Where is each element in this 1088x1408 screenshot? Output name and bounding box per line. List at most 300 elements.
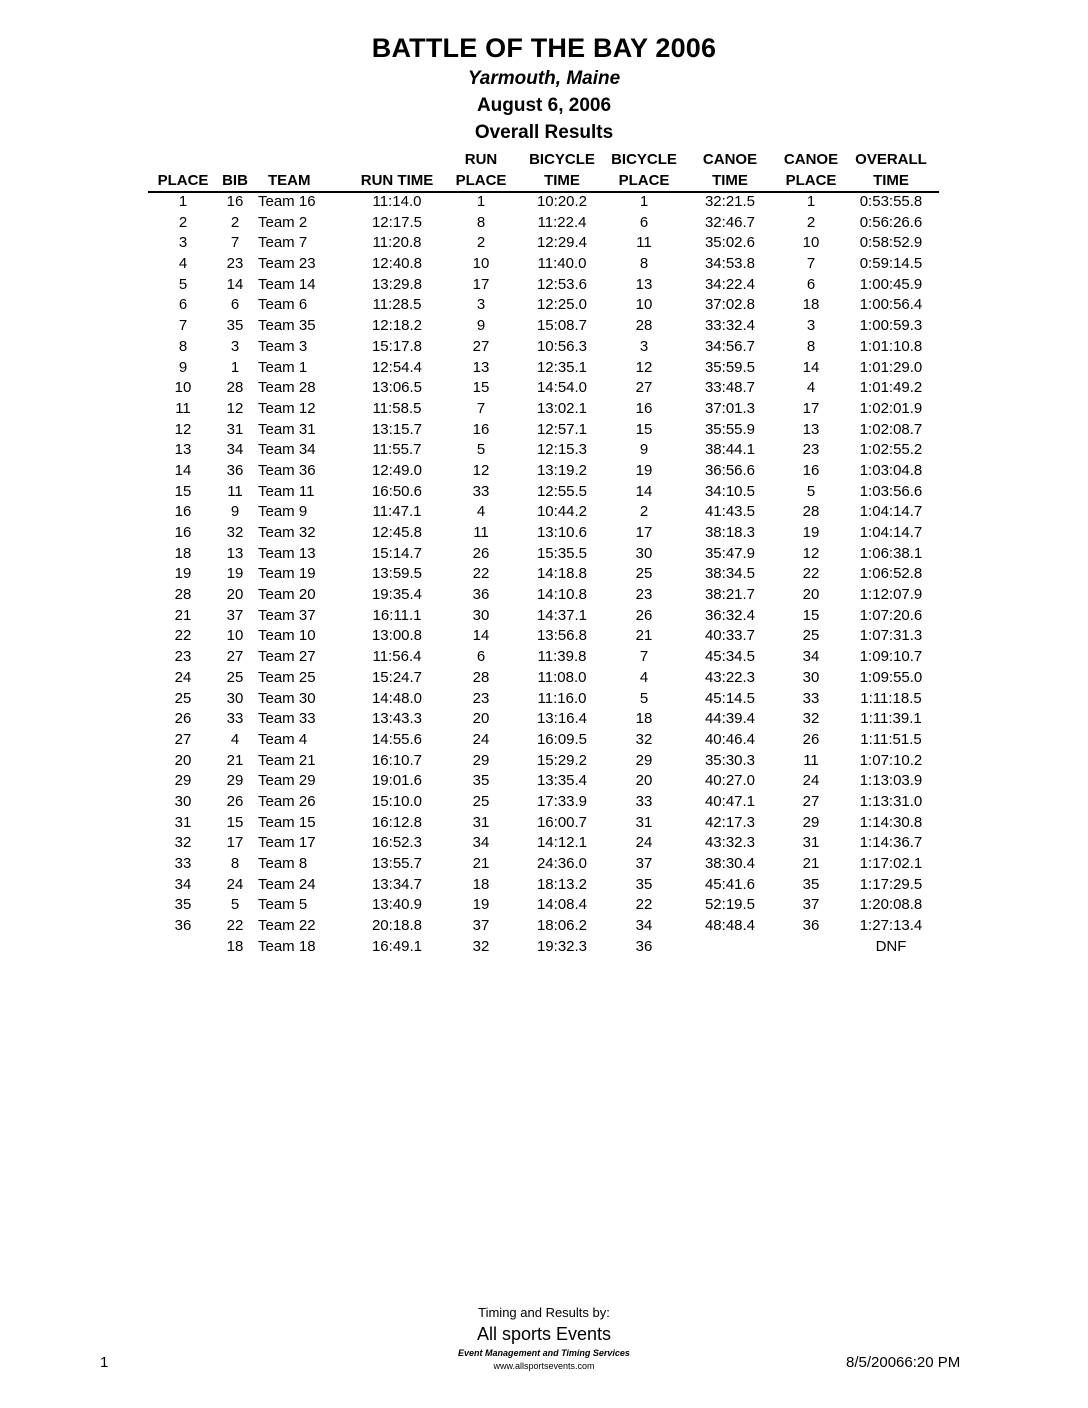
cell-bicycle-time: 11:39.8 [537, 648, 587, 666]
table-row [0, 585, 1088, 606]
column-header-overall-time [848, 149, 934, 191]
cell-overall-time: DNF [875, 937, 907, 955]
cell-run-place: 37 [472, 917, 490, 935]
cell-bicycle-time: 15:08.7 [536, 317, 588, 335]
cell-canoe-place: 17 [802, 399, 820, 417]
cell-canoe-place: 31 [802, 834, 820, 852]
cell-run-place: 27 [472, 337, 490, 355]
company-services: Event Management and Timing Services [458, 1348, 630, 1358]
cell-canoe-time: 38:21.7 [704, 586, 756, 604]
cell-canoe-time: 38:44.1 [704, 441, 756, 459]
cell-run-time: 16:52.3 [371, 834, 423, 852]
cell-canoe-place: 1 [806, 193, 816, 210]
cell-canoe-place: 16 [802, 461, 820, 479]
table-row [0, 295, 1088, 316]
cell-place: 29 [174, 772, 192, 790]
cell-canoe-place: 19 [802, 524, 820, 541]
column-header-line1 [268, 149, 358, 170]
cell-overall-time: 1:02:08.7 [859, 420, 923, 438]
cell-run-place: 5 [476, 441, 486, 459]
cell-team: Team 6 [258, 296, 308, 314]
cell-canoe-place: 32 [802, 710, 820, 728]
cell-team: Team 23 [258, 255, 316, 273]
cell-team: Team 7 [258, 234, 308, 252]
cell-canoe-place: 33 [802, 689, 820, 707]
cell-canoe-time: 45:14.5 [704, 689, 756, 707]
cell-canoe-time: 37:01.3 [704, 399, 756, 417]
cell-place: 24 [174, 668, 192, 686]
cell-bicycle-place: 2 [639, 503, 649, 521]
cell-run-place: 13 [472, 358, 490, 376]
cell-canoe-place: 23 [802, 441, 820, 459]
cell-bicycle-time: 12:25.0 [536, 296, 588, 314]
table-row [0, 709, 1088, 730]
cell-canoe-time: 40:33.7 [704, 627, 756, 645]
cell-overall-time: 1:09:55.0 [859, 668, 923, 686]
cell-run-place: 7 [476, 399, 486, 417]
cell-bib: 21 [226, 751, 244, 769]
cell-team: Team 15 [258, 813, 316, 831]
cell-place: 8 [178, 337, 188, 355]
cell-overall-time: 1:11:39.1 [860, 710, 922, 728]
cell-run-time: 11:14.0 [372, 193, 422, 210]
cell-team: Team 25 [258, 668, 316, 686]
cell-team: Team 29 [258, 772, 316, 790]
cell-run-time: 12:49.0 [371, 461, 423, 479]
event-location: Yarmouth, Maine [467, 68, 621, 89]
cell-canoe-time: 42:17.3 [704, 813, 756, 831]
cell-run-place: 28 [472, 668, 490, 686]
cell-bib: 32 [226, 524, 244, 541]
cell-canoe-time: 45:41.6 [704, 875, 756, 893]
cell-canoe-place: 37 [802, 896, 820, 914]
cell-overall-time: 1:00:56.4 [859, 296, 923, 314]
cell-canoe-place: 5 [806, 482, 816, 500]
cell-overall-time: 1:09:10.7 [859, 648, 923, 666]
cell-canoe-time: 34:22.4 [704, 275, 756, 293]
cell-canoe-time: 40:46.4 [704, 730, 756, 748]
cell-place: 2 [178, 213, 188, 231]
cell-team: Team 36 [258, 461, 316, 479]
cell-canoe-place: 2 [806, 213, 816, 231]
cell-overall-time: 1:20:08.8 [859, 896, 923, 914]
cell-bib: 23 [226, 255, 244, 273]
cell-run-time: 19:01.6 [371, 772, 423, 790]
cell-canoe-time: 43:22.3 [704, 668, 756, 686]
cell-place: 1 [178, 193, 188, 210]
cell-bicycle-place: 10 [635, 296, 653, 314]
cell-place: 26 [174, 710, 192, 728]
cell-team: Team 11 [258, 482, 315, 500]
cell-run-time: 13:29.8 [371, 275, 423, 293]
cell-team: Team 2 [258, 213, 308, 231]
table-row [0, 916, 1088, 937]
cell-overall-time: 1:00:59.3 [859, 317, 923, 335]
cell-bicycle-time: 14:37.1 [536, 606, 588, 624]
cell-canoe-place: 13 [802, 420, 820, 438]
cell-overall-time: 1:17:29.5 [859, 875, 923, 893]
cell-run-place: 1 [476, 193, 486, 210]
cell-bib: 12 [226, 399, 244, 417]
cell-canoe-place: 36 [802, 917, 820, 935]
cell-bib: 7 [230, 234, 240, 252]
cell-bib: 11 [227, 482, 243, 500]
column-header-line2: TIME [873, 172, 909, 189]
cell-bib: 9 [230, 503, 240, 521]
cell-bicycle-place: 19 [635, 461, 653, 479]
cell-run-place: 24 [472, 730, 490, 748]
cell-place: 36 [174, 917, 192, 935]
cell-run-time: 13:34.7 [371, 875, 423, 893]
cell-canoe-place: 21 [802, 855, 820, 872]
cell-bib: 3 [230, 337, 240, 355]
cell-overall-time: 1:14:36.7 [859, 834, 923, 852]
cell-bib: 37 [226, 606, 244, 624]
cell-canoe-time: 35:02.6 [704, 234, 756, 252]
cell-canoe-time: 34:56.7 [704, 337, 756, 355]
cell-bicycle-time: 10:56.3 [536, 337, 588, 355]
cell-run-time: 12:54.4 [371, 358, 423, 376]
table-row [0, 564, 1088, 585]
column-header-line1 [352, 149, 442, 170]
cell-canoe-place: 4 [806, 379, 816, 397]
cell-bicycle-place: 5 [639, 689, 649, 707]
cell-bicycle-time: 19:32.3 [536, 937, 588, 955]
table-row [0, 213, 1088, 234]
cell-bicycle-place: 20 [635, 772, 653, 790]
cell-overall-time: 1:12:07.9 [859, 586, 923, 604]
column-header-bicycle-time [520, 149, 604, 191]
cell-canoe-time: 45:34.5 [704, 648, 756, 666]
column-header-line2: TEAM [268, 172, 311, 189]
cell-team: Team 10 [258, 627, 316, 645]
cell-team: Team 28 [258, 379, 316, 397]
table-row [0, 875, 1088, 896]
cell-place: 19 [174, 565, 192, 583]
cell-place: 13 [174, 441, 192, 459]
table-row [0, 378, 1088, 399]
cell-bib: 14 [226, 275, 244, 293]
cell-bicycle-time: 14:10.8 [536, 586, 588, 604]
cell-place: 23 [174, 648, 192, 666]
cell-team: Team 18 [258, 937, 316, 955]
cell-bicycle-place: 29 [635, 751, 653, 769]
timing-label: Timing and Results by: [478, 1305, 610, 1320]
cell-overall-time: 0:58:52.9 [859, 234, 923, 252]
cell-run-place: 19 [472, 896, 490, 914]
cell-place: 6 [178, 296, 188, 314]
cell-bicycle-place: 28 [635, 317, 653, 335]
cell-canoe-place: 20 [802, 586, 820, 604]
cell-bicycle-time: 15:29.2 [536, 751, 588, 769]
cell-run-time: 11:55.7 [372, 441, 422, 459]
cell-place: 12 [174, 420, 192, 438]
table-row [0, 730, 1088, 751]
cell-canoe-place: 3 [806, 317, 816, 335]
cell-run-place: 35 [472, 772, 490, 790]
cell-run-time: 13:06.5 [371, 379, 423, 397]
cell-bicycle-place: 7 [639, 648, 649, 666]
cell-bicycle-place: 16 [635, 399, 653, 417]
cell-bib: 10 [226, 627, 244, 645]
cell-bicycle-time: 12:15.3 [536, 441, 588, 459]
cell-run-time: 13:15.7 [371, 420, 423, 438]
cell-bicycle-place: 11 [636, 234, 652, 252]
cell-canoe-place: 14 [802, 358, 820, 376]
cell-bicycle-place: 22 [635, 896, 653, 914]
cell-team: Team 34 [258, 441, 316, 459]
column-header-line2: BIB [222, 172, 248, 189]
cell-team: Team 27 [258, 648, 316, 666]
print-timestamp: 8/5/20066:20 PM [846, 1354, 961, 1371]
column-header-place [155, 149, 211, 191]
cell-overall-time: 1:01:29.0 [859, 358, 923, 376]
cell-bicycle-place: 8 [639, 255, 649, 273]
table-row [0, 689, 1088, 710]
cell-bib: 31 [226, 420, 244, 438]
cell-place: 32 [174, 834, 192, 852]
cell-run-place: 33 [472, 482, 490, 500]
cell-overall-time: 1:27:13.4 [859, 917, 923, 935]
cell-bicycle-time: 14:18.8 [536, 565, 588, 583]
cell-run-place: 10 [472, 255, 490, 273]
cell-bicycle-place: 15 [635, 420, 653, 438]
table-row [0, 771, 1088, 792]
cell-overall-time: 1:13:03.9 [859, 772, 923, 790]
cell-run-time: 16:49.1 [371, 937, 423, 955]
column-header-line2: PLACE [618, 172, 670, 189]
cell-place: 27 [174, 730, 192, 748]
cell-bicycle-time: 13:16.4 [536, 710, 588, 728]
cell-run-time: 11:47.1 [372, 503, 422, 521]
cell-run-place: 36 [472, 586, 490, 604]
cell-team: Team 26 [258, 792, 316, 810]
cell-team: Team 31 [258, 420, 316, 438]
cell-run-time: 13:00.8 [371, 627, 423, 645]
cell-run-place: 23 [472, 689, 490, 707]
cell-place: 28 [174, 586, 192, 604]
cell-bicycle-time: 17:33.9 [536, 792, 588, 810]
cell-canoe-time: 35:30.3 [704, 751, 756, 769]
cell-bib: 35 [226, 317, 244, 335]
cell-bib: 2 [230, 213, 240, 231]
cell-run-time: 16:50.6 [371, 482, 423, 500]
cell-place: 9 [178, 358, 188, 376]
column-header-line2: RUN TIME [360, 172, 434, 189]
cell-bicycle-time: 13:10.6 [536, 524, 588, 541]
column-header-canoe-place [778, 149, 844, 191]
cell-place: 30 [174, 792, 192, 810]
cell-bicycle-place: 34 [635, 917, 653, 935]
cell-overall-time: 1:04:14.7 [859, 503, 923, 521]
cell-run-place: 20 [472, 710, 490, 728]
cell-run-place: 17 [472, 275, 490, 293]
cell-bicycle-time: 12:53.6 [536, 275, 588, 293]
cell-bicycle-time: 16:00.7 [536, 813, 588, 831]
column-header-line1: CANOE [783, 151, 839, 168]
cell-overall-time: 1:03:04.8 [859, 461, 923, 479]
cell-team: Team 35 [258, 317, 316, 335]
cell-place: 25 [174, 689, 192, 707]
cell-run-place: 29 [472, 751, 490, 769]
cell-team: Team 14 [258, 275, 316, 293]
cell-bib: 28 [226, 379, 244, 397]
cell-run-time: 16:12.8 [371, 813, 423, 831]
cell-run-time: 12:17.5 [371, 213, 423, 231]
cell-bicycle-place: 21 [635, 627, 653, 645]
cell-bicycle-time: 12:55.5 [536, 482, 588, 500]
cell-team: Team 33 [258, 710, 316, 728]
cell-bib: 19 [226, 565, 244, 583]
cell-bib: 25 [226, 668, 244, 686]
cell-bib: 33 [226, 710, 244, 728]
cell-bicycle-place: 14 [635, 482, 653, 500]
column-header-bib [217, 149, 253, 191]
column-header-line1: CANOE [702, 151, 758, 168]
cell-run-place: 18 [472, 875, 490, 893]
cell-bicycle-time: 24:36.0 [536, 855, 588, 872]
cell-bib: 4 [230, 730, 240, 748]
cell-bicycle-time: 14:54.0 [536, 379, 588, 397]
cell-run-place: 30 [472, 606, 490, 624]
cell-bicycle-place: 17 [635, 524, 653, 541]
cell-canoe-time: 34:53.8 [704, 255, 756, 273]
cell-run-place: 25 [472, 792, 490, 810]
cell-bicycle-time: 10:44.2 [536, 503, 588, 521]
cell-run-time: 15:24.7 [371, 668, 423, 686]
column-header-line1: BICYCLE [611, 151, 677, 168]
cell-bib: 34 [226, 441, 244, 459]
cell-canoe-place: 11 [803, 751, 819, 769]
table-row [0, 937, 1088, 958]
cell-canoe-time: 40:27.0 [704, 772, 756, 790]
cell-team: Team 22 [258, 917, 316, 935]
cell-bib: 15 [226, 813, 244, 831]
table-row [0, 461, 1088, 482]
cell-run-place: 8 [476, 213, 486, 231]
cell-canoe-time: 37:02.8 [704, 296, 756, 314]
cell-team: Team 17 [258, 834, 316, 852]
cell-run-place: 9 [476, 317, 486, 335]
column-header-line1: BICYCLE [529, 151, 595, 168]
cell-run-time: 19:35.4 [371, 586, 423, 604]
cell-bib: 22 [226, 917, 244, 935]
cell-overall-time: 1:06:38.1 [859, 544, 923, 562]
column-header-line2: PLACE [785, 172, 837, 189]
cell-canoe-place: 35 [802, 875, 820, 893]
cell-bib: 13 [226, 544, 244, 562]
cell-canoe-time: 40:47.1 [704, 792, 756, 810]
table-row [0, 233, 1088, 254]
table-row [0, 792, 1088, 813]
cell-team: Team 1 [258, 358, 308, 376]
event-date: August 6, 2006 [476, 95, 612, 116]
cell-run-place: 21 [472, 855, 490, 872]
cell-canoe-time: 38:30.4 [704, 855, 756, 872]
cell-place: 10 [174, 379, 192, 397]
cell-run-place: 26 [472, 544, 490, 562]
table-row [0, 647, 1088, 668]
cell-bicycle-time: 13:19.2 [536, 461, 588, 479]
table-row [0, 192, 1088, 213]
cell-run-time: 20:18.8 [371, 917, 423, 935]
cell-place: 16 [174, 524, 192, 541]
cell-bicycle-place: 13 [635, 275, 653, 293]
cell-canoe-time: 36:32.4 [704, 606, 756, 624]
cell-bib: 27 [226, 648, 244, 666]
cell-bib: 16 [226, 193, 244, 210]
cell-place: 31 [174, 813, 192, 831]
cell-run-time: 11:58.5 [372, 399, 422, 417]
cell-overall-time: 1:14:30.8 [859, 813, 923, 831]
column-header-line1: RUN [464, 151, 498, 168]
cell-bicycle-time: 14:08.4 [536, 896, 588, 914]
cell-canoe-place: 12 [802, 544, 820, 562]
cell-overall-time: 0:53:55.8 [859, 193, 923, 210]
cell-canoe-place: 34 [802, 648, 820, 666]
cell-bicycle-time: 12:29.4 [536, 234, 588, 252]
cell-run-time: 13:59.5 [371, 565, 423, 583]
cell-run-time: 13:40.9 [371, 896, 423, 914]
cell-bicycle-place: 31 [635, 813, 653, 831]
cell-bicycle-place: 30 [635, 544, 653, 562]
cell-team: Team 12 [258, 399, 316, 417]
cell-run-time: 12:40.8 [371, 255, 423, 273]
cell-run-place: 22 [472, 565, 490, 583]
cell-bicycle-place: 4 [639, 668, 649, 686]
cell-overall-time: 1:06:52.8 [859, 565, 923, 583]
cell-bicycle-place: 6 [639, 213, 649, 231]
cell-bicycle-time: 15:35.5 [536, 544, 588, 562]
cell-canoe-place: 25 [802, 627, 820, 645]
cell-run-place: 2 [476, 234, 486, 252]
cell-overall-time: 1:11:18.5 [860, 689, 922, 707]
cell-canoe-time: 38:18.3 [704, 524, 756, 541]
cell-canoe-time: 34:10.5 [704, 482, 756, 500]
table-row [0, 813, 1088, 834]
cell-place: 33 [174, 855, 192, 872]
cell-canoe-time: 32:46.7 [704, 213, 756, 231]
cell-overall-time: 0:59:14.5 [859, 255, 923, 273]
table-row [0, 316, 1088, 337]
cell-run-place: 32 [472, 937, 490, 955]
column-header-line1: OVERALL [855, 151, 927, 168]
cell-bicycle-place: 33 [635, 792, 653, 810]
table-row [0, 399, 1088, 420]
cell-run-place: 15 [472, 379, 490, 397]
table-row [0, 606, 1088, 627]
cell-run-place: 4 [476, 503, 486, 521]
cell-overall-time: 1:04:14.7 [859, 524, 923, 541]
cell-bicycle-time: 13:02.1 [536, 399, 588, 417]
cell-bib: 5 [230, 896, 240, 914]
cell-bib: 24 [226, 875, 244, 893]
cell-overall-time: 1:02:55.2 [859, 441, 923, 459]
cell-overall-time: 1:13:31.0 [859, 792, 923, 810]
cell-run-place: 12 [472, 461, 490, 479]
cell-canoe-place: 27 [802, 792, 820, 810]
cell-bib: 29 [226, 772, 244, 790]
cell-place: 16 [174, 503, 192, 521]
cell-canoe-place: 28 [802, 503, 820, 521]
cell-team: Team 24 [258, 875, 316, 893]
cell-overall-time: 1:03:56.6 [859, 482, 923, 500]
cell-bicycle-place: 25 [635, 565, 653, 583]
cell-bicycle-time: 13:56.8 [536, 627, 588, 645]
cell-canoe-time: 44:39.4 [704, 710, 756, 728]
cell-bicycle-place: 9 [639, 441, 649, 459]
column-header-line1 [155, 149, 211, 170]
